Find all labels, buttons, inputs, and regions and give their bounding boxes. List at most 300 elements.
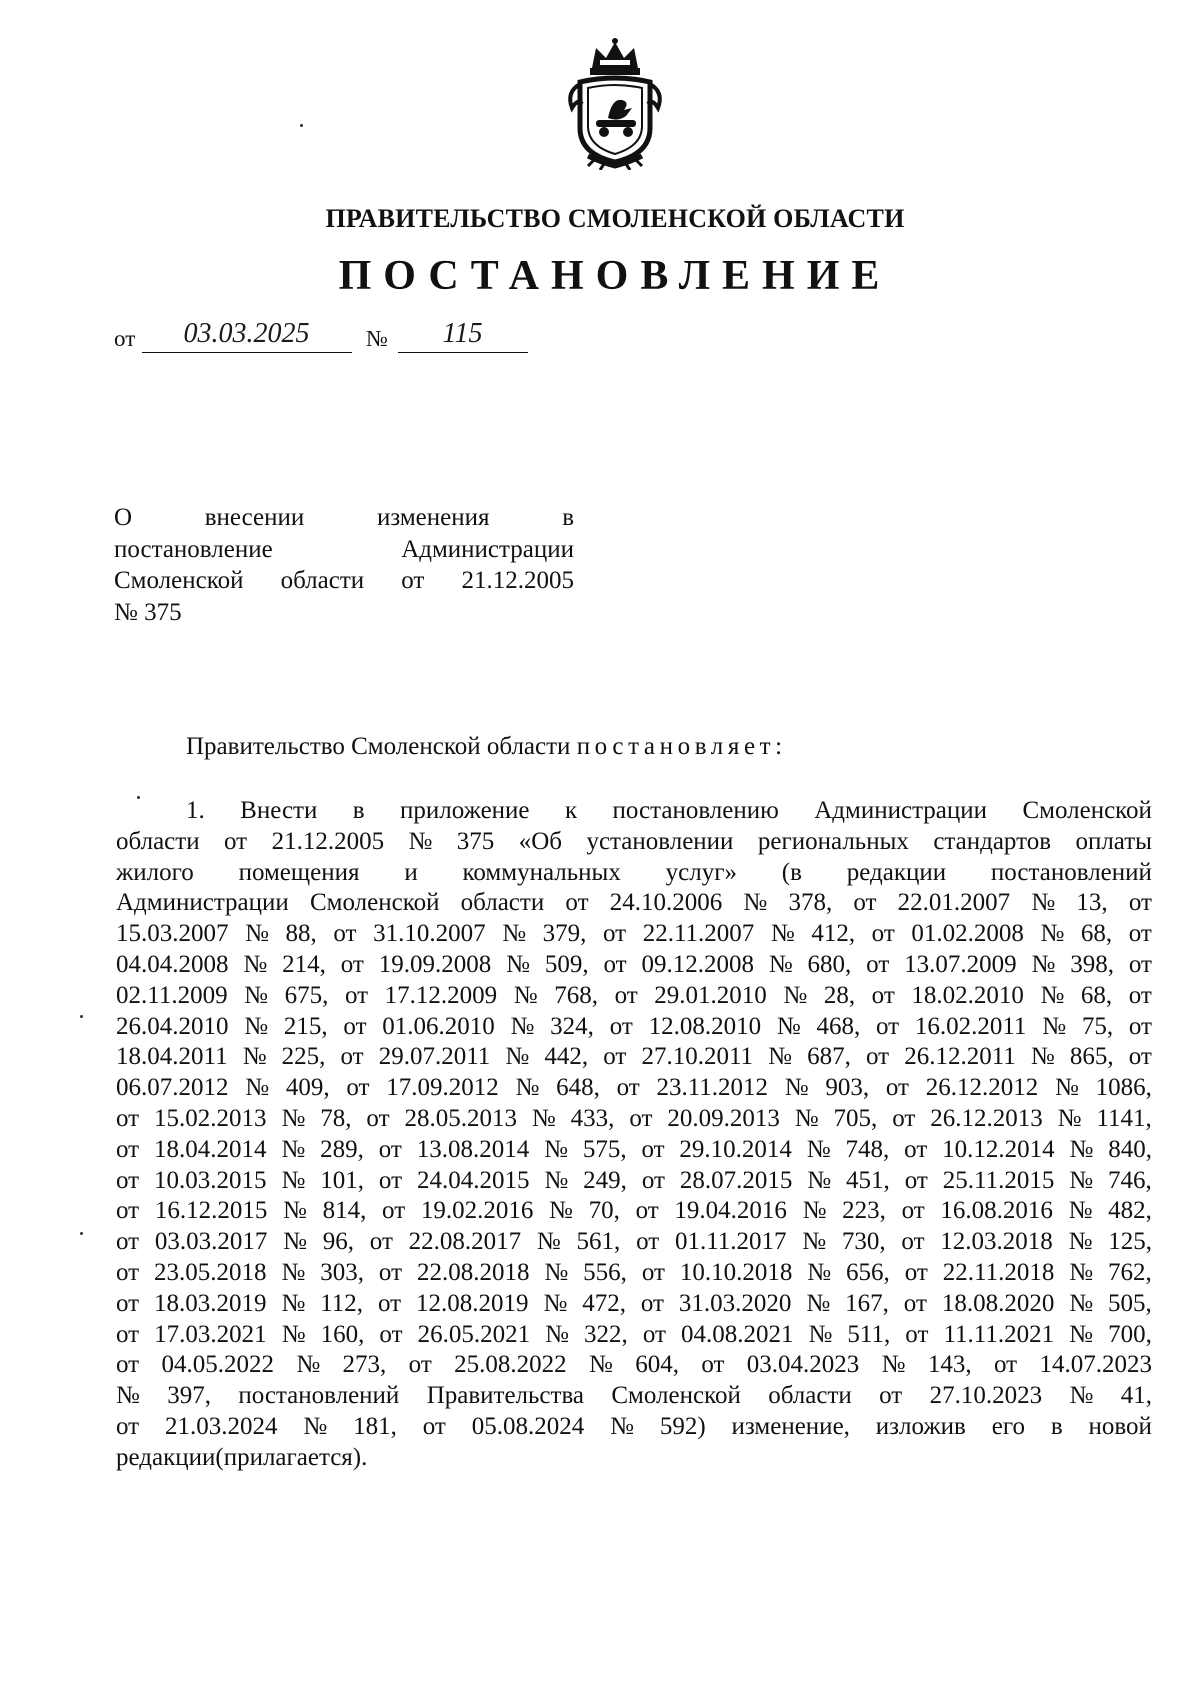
paragraph-word: № [1054,1074,1079,1102]
paragraph-word: 16.08.2016 [940,1197,1053,1225]
paragraph-word: № [245,1074,270,1102]
paragraph-word: от [602,920,627,948]
paragraph-word: № [1068,1197,1093,1225]
paragraph-word: от [865,1043,890,1071]
paragraph-word: № [242,1043,267,1071]
paragraph-word: от [1128,920,1152,948]
paragraph-word: 26.04.2010 [116,1012,229,1040]
paragraph-word: 06.07.2012 [116,1074,229,1102]
paragraph-word: и [404,858,418,886]
paragraph-word: Администрации [814,797,988,824]
paragraph-word: 19.09.2008 [378,950,492,978]
paragraph-line [116,1320,1152,1351]
paragraph-word: № [505,1043,530,1071]
paragraph-word: 167, [845,1289,889,1317]
paragraph-word: № [549,1197,573,1225]
number-prefix: № [366,326,388,351]
paragraph-line [116,1042,1152,1073]
paragraph-word: № [303,1412,328,1440]
subject-word: постановление [114,535,273,563]
paragraph-word: 303, [320,1258,364,1286]
paragraph-word: от [871,981,895,1009]
paragraph-word: № [244,981,269,1009]
paragraph-word: № [1069,1258,1094,1286]
paragraph-word: 468, [816,1012,861,1040]
paragraph-word: от [609,1012,633,1040]
paragraph-word: № [806,1289,831,1317]
paragraph-word: от [366,1104,390,1132]
paragraph-word: 412, [811,920,856,948]
paragraph-word: 451, [846,1166,890,1194]
paragraph-word: № [1040,981,1065,1009]
paragraph-word: области [116,827,200,855]
government-title: ПРАВИТЕЛЬСТВО СМОЛЕНСКОЙ ОБЛАСТИ [325,204,905,233]
paragraph-word: № [807,1166,832,1194]
paragraph-word: 561, [576,1228,621,1256]
paragraph-word: № [770,920,795,948]
paragraph-word: в [1050,1412,1063,1440]
paragraph-word: 09.12.2008 [641,950,754,978]
paragraph-word: 03.04.2023 [746,1351,860,1379]
paragraph-word: № [1030,1043,1055,1071]
paragraph-word: 215, [283,1012,328,1040]
paragraph-word: № [1069,1382,1094,1410]
paragraph-word: 18.08.2020 [941,1289,1055,1317]
paragraph-word: от [629,1104,653,1132]
paragraph-word: 125, [1108,1228,1152,1256]
paragraph-word: от [346,1074,370,1102]
paragraph-word: коммунальных [462,858,621,886]
paragraph-word: 17.12.2009 [384,981,498,1009]
paragraph-word: № [610,1412,634,1440]
paragraph-word: № [281,1166,306,1194]
paragraph-word: постановлений [990,858,1152,886]
paragraph-word: от [340,950,364,978]
paragraph-word: 23.05.2018 [154,1258,267,1286]
document-type-title: ПОСТАНОВЛЕНИЕ [338,253,892,299]
paragraph-word: 160, [320,1320,365,1348]
paragraph-word: 592) [659,1412,706,1440]
paragraph-word: 143, [927,1351,972,1379]
paragraph-line [116,1412,1152,1443]
paragraph-word: № [536,1228,561,1256]
paragraph-word: от [224,827,248,855]
subject-word: области [280,567,365,594]
paragraph-word: № [281,1135,306,1163]
paragraph-word: 21.12.2005 [271,827,385,855]
paragraph-word: № [283,1197,307,1225]
paragraph-word: № [116,1382,140,1410]
paragraph-word: от [603,1043,627,1071]
paragraph-word: от [904,1135,928,1163]
paragraph-line [116,796,1152,827]
paragraph-word: 25.11.2015 [942,1166,1055,1194]
paragraph-word: 505, [1108,1289,1152,1317]
paragraph-word: новой [1088,1412,1152,1440]
paragraph-word: № [510,1012,535,1040]
paragraph-word: 482, [1108,1197,1152,1225]
paragraph-word: 556, [583,1258,627,1286]
preamble-verb: постановляет: [576,733,787,760]
paragraph-word: 22.11.2007 [642,920,755,948]
paragraph-word: 18.02.2010 [911,981,1024,1009]
paragraph-word: 28, [823,981,856,1009]
paragraph-word: 12.08.2019 [416,1289,529,1317]
paragraph-word: 41, [1120,1382,1152,1410]
paragraph-word: 398, [1070,950,1115,978]
paragraph-line [116,1289,1152,1320]
paragraph-line [116,1227,1152,1258]
paragraph-word: № [784,1074,809,1102]
paragraph-word: № [1031,889,1056,917]
paragraph-word: от [422,1412,446,1440]
paragraph-word: 10.10.2018 [679,1258,793,1286]
paragraph-word: 17.03.2021 [154,1320,267,1348]
paragraph-word: от [904,1166,928,1194]
paragraph-word: от [382,1197,406,1225]
paragraph-word: Правительства [426,1382,585,1410]
paragraph-word: от [641,1166,665,1194]
paragraph-word: № [545,1320,569,1348]
paragraph-word: № [1069,1166,1094,1194]
paragraph-word: 273, [342,1351,387,1379]
paragraph-word: № [513,981,538,1009]
paragraph-word: постановлений [238,1382,400,1410]
paragraph-word: 26.12.2013 [930,1104,1043,1132]
paragraph-word: 12.08.2010 [648,1012,762,1040]
paragraph-word: № [531,1104,556,1132]
paragraph-word: изложив [875,1412,966,1440]
paragraph-word: 10.12.2014 [942,1135,1055,1163]
paragraph-word: 26.12.2011 [904,1043,1016,1071]
paragraph-line [116,1381,1152,1412]
paragraph-word: № [281,1289,306,1317]
paragraph-word: «Об [518,827,563,855]
paragraph-word: 748, [845,1135,890,1163]
paragraph-word: 05.08.2024 [471,1412,585,1440]
paragraph-word: 214, [282,950,326,978]
paragraph-line [116,827,1152,858]
paragraph-line [116,1012,1152,1043]
paragraph-word: № [296,1351,321,1379]
paragraph-word: изменение, [731,1412,850,1440]
paragraph-word: 01.02.2008 [911,920,1024,948]
paragraph-word: 16.12.2015 [154,1197,268,1225]
paragraph-word: 409, [285,1074,330,1102]
paragraph-word: 730, [841,1228,886,1256]
paragraph-word: № [515,1074,540,1102]
paragraph-word: 18.04.2011 [116,1043,228,1071]
paragraph-word: 746, [1108,1166,1152,1194]
paragraph-word: от [905,1320,929,1348]
paragraph-word: 22.08.2018 [416,1258,530,1286]
paragraph-word: Внести [240,797,318,824]
paragraph-word: от [116,1289,140,1317]
paragraph-word: от [993,1351,1018,1379]
paragraph-word: от [116,1228,140,1256]
paragraph-word: от [369,1228,393,1256]
paragraph-word: от [1128,1043,1152,1071]
paragraph-word: к [564,797,578,824]
scan-speck [80,1232,83,1235]
paragraph-word: от [116,1135,140,1163]
paragraph-word: от [333,920,357,948]
paragraph-word: 21.03.2024 [164,1412,278,1440]
paragraph-word: в [352,797,365,824]
paragraph-word: области [768,1382,852,1410]
paragraph-word: от [344,981,369,1009]
paragraph-word: № [245,920,269,948]
paragraph-line [116,1350,1152,1381]
paragraph-word: 19.02.2016 [420,1197,534,1225]
paragraph-word: 289, [320,1135,364,1163]
paragraph-word: 705, [833,1104,878,1132]
paragraph-word: 29.07.2011 [378,1043,491,1071]
paragraph-word: 28.05.2013 [404,1104,517,1132]
paragraph-word: приложение [400,797,530,824]
paragraph-word: от [378,1166,403,1194]
paragraph-word: № [544,1135,568,1163]
paragraph-word: 16.02.2011 [914,1012,1027,1040]
paragraph-word: (прилагается). [215,1443,368,1471]
paragraph-word: 23.11.2012 [656,1074,769,1102]
paragraph-word: от [901,1228,925,1256]
paragraph-word: № [802,1228,827,1256]
paragraph-word: 12.03.2018 [940,1228,1053,1256]
paragraph-word: от [871,920,895,948]
handwritten-date: 03.03.2025 [183,318,310,349]
paragraph-word: от [635,1197,659,1225]
paragraph-word: от [343,1012,367,1040]
subject-line [114,597,574,629]
paragraph-word: № [543,1289,568,1317]
paragraph-word: 11.11.2021 [943,1320,1055,1348]
paragraph-word: области [460,889,545,917]
paragraph-word: 96, [322,1228,355,1256]
paragraph-word: от [904,1258,928,1286]
paragraph-word: 604, [635,1351,679,1379]
subject-word: изменения [376,504,490,531]
paragraph-word: от [565,889,589,917]
paragraph-word: от [408,1351,432,1379]
paragraph-word: № [806,1135,831,1163]
paragraph-line [116,1166,1152,1197]
paragraph-word: постановлению [612,797,779,824]
paragraph-word: 68, [1080,981,1113,1009]
paragraph-word: № [743,889,768,917]
paragraph-word: от [875,1012,900,1040]
paragraph-word: от [116,1320,140,1348]
paragraph-word: (в [781,858,802,886]
paragraph-word: 15.02.2013 [154,1104,267,1132]
paragraph-word: 13.08.2014 [416,1135,530,1163]
paragraph-word: 181, [353,1412,397,1440]
paragraph-word: от [340,1043,364,1071]
scan-speck [137,796,140,799]
paragraph-word: оплаты [1075,827,1152,855]
paragraph-word: 19.04.2016 [674,1197,787,1225]
paragraph-word: от [853,889,877,917]
paragraph-word: № [1040,920,1065,948]
paragraph-word: 575, [582,1135,627,1163]
paragraph-word: № [588,1351,613,1379]
paragraph-word: от [885,1074,909,1102]
paragraph-word: 20.09.2013 [667,1104,780,1132]
paragraph-word: 903, [825,1074,870,1102]
paragraph-word: от [116,1197,140,1225]
paragraph-word: 1086, [1095,1074,1152,1102]
paragraph-word: 22.11.2018 [942,1258,1055,1286]
paragraph-word: № [807,1258,832,1286]
paragraph-word: 17.09.2012 [386,1074,499,1102]
paragraph-word: № [1031,950,1056,978]
paragraph-word: 840, [1108,1135,1152,1163]
subject-line [114,534,574,566]
document-subject [114,502,574,628]
paragraph-word: от [603,950,627,978]
paragraph-word: 70, [588,1197,620,1225]
paragraph-word: от [614,981,638,1009]
date-prefix: от [114,326,136,351]
paragraph-line [116,1443,1152,1474]
paragraph-word: 18.03.2019 [154,1289,267,1317]
paragraph-word: 680, [807,950,852,978]
paragraph-word: 29.10.2014 [679,1135,792,1163]
paragraph-word: 18.04.2014 [153,1135,267,1163]
paragraph-word: 03.03.2017 [154,1228,268,1256]
paragraph-word: № [768,950,793,978]
paragraph-word: № [502,920,527,948]
paragraph-line [116,1073,1152,1104]
paragraph-word: 22.01.2007 [897,889,1011,917]
paragraph-word: 24.04.2015 [416,1166,530,1194]
paragraph-word: № [281,1104,306,1132]
paragraph-word: от [116,1412,140,1440]
paragraph-word: 29.01.2010 [654,981,767,1009]
paragraph-word: от [116,1166,140,1194]
paragraph-word: 01.06.2010 [382,1012,495,1040]
paragraph-word: 656, [846,1258,890,1286]
subject-word: 21.12.2005 [461,567,574,594]
subject-word: от [401,567,425,594]
paragraph-word: 26.05.2021 [417,1320,531,1348]
paragraph-word: Смоленской [611,1382,741,1410]
paragraph-word: от [701,1351,725,1379]
paragraph-word: № [1042,1012,1067,1040]
paragraph-word: 324, [550,1012,594,1040]
paragraph-word: от [640,1289,664,1317]
paragraph-word: № [783,981,808,1009]
paragraph-line [116,858,1152,889]
paragraph-word: помещения [238,858,360,886]
subject-line [114,565,574,597]
paragraph-word: от [116,1104,140,1132]
paragraph-word: № [1068,1228,1093,1256]
subject-word: в [562,504,574,531]
paragraph-word: от [1128,950,1152,978]
paragraph-word: 04.08.2021 [680,1320,794,1348]
coat-of-arms-icon [560,38,670,170]
paragraph-word: 04.05.2022 [161,1351,274,1379]
paragraph-word: 322, [584,1320,628,1348]
paragraph-word: 31.03.2020 [678,1289,792,1317]
paragraph-word: Смоленской [309,889,440,917]
number-underline [398,352,528,353]
paragraph-word: 1. [186,797,205,824]
scan-speck [80,1015,83,1018]
paragraph-word: 24.10.2006 [609,889,723,917]
paragraph-word: № [281,1258,306,1286]
paragraph-word: № [1069,1135,1094,1163]
paragraph-word: 15.03.2007 [116,920,229,948]
paragraph-word: № [768,1043,793,1071]
preamble-text: Правительство Смоленской области [186,733,571,760]
paragraph-word: 865, [1069,1043,1114,1071]
subject-word: № 375 [114,598,182,626]
paragraph-word: от [116,1351,140,1379]
paragraph-word: от [378,1258,403,1286]
paragraph-word: 02.11.2009 [116,981,228,1009]
paragraph-line [116,919,1152,950]
paragraph-word: от [1128,1012,1152,1040]
paragraph-word: стандартов [933,827,1052,855]
preamble [186,733,787,761]
paragraph-word: от [901,1197,925,1225]
paragraph-word: Смоленской [1022,797,1152,824]
paragraph-word: 375 [456,827,495,855]
date-underline [142,352,352,353]
paragraph-word: от [642,1320,666,1348]
paragraph-word: № [776,1012,801,1040]
paragraph-line [116,1196,1152,1227]
resolution-paragraph [116,796,1152,1474]
paragraph-word: 75, [1081,1012,1114,1040]
paragraph-word: 768, [554,981,598,1009]
paragraph-word: № [281,1320,306,1348]
paragraph-word: от [636,1228,660,1256]
paragraph-word: № [244,1012,269,1040]
paragraph-word: 22.08.2017 [408,1228,522,1256]
paragraph-line [116,981,1152,1012]
paragraph-word: 31.10.2007 [373,920,486,948]
paragraph-line [116,1135,1152,1166]
paragraph-word: от [378,1135,402,1163]
paragraph-word: 687, [807,1043,851,1071]
paragraph-word: 01.11.2017 [674,1228,787,1256]
paragraph-word: 225, [281,1043,326,1071]
paragraph-word: 442, [544,1043,589,1071]
paragraph-word: 762, [1108,1258,1152,1286]
subject-word: внесении [204,504,305,531]
paragraph-word: № [408,827,433,855]
paragraph-word: 101, [320,1166,364,1194]
paragraph-word: от [116,1258,140,1286]
paragraph-word: 472, [582,1289,626,1317]
paragraph-word: 700, [1108,1320,1152,1348]
paragraph-word: № [1057,1104,1082,1132]
paragraph-word: от [1128,981,1152,1009]
paragraph-word: № [243,950,268,978]
paragraph-word: № [802,1197,827,1225]
paragraph-word: жилого [116,858,194,886]
paragraph-line [116,1104,1152,1135]
paragraph-word: 379, [542,920,587,948]
paragraph-word: 814, [322,1197,367,1225]
paragraph-word: его [991,1412,1025,1440]
paragraph-word: от [379,1320,403,1348]
paragraph-word: от [377,1289,402,1317]
paragraph-word: 25.08.2022 [454,1351,567,1379]
